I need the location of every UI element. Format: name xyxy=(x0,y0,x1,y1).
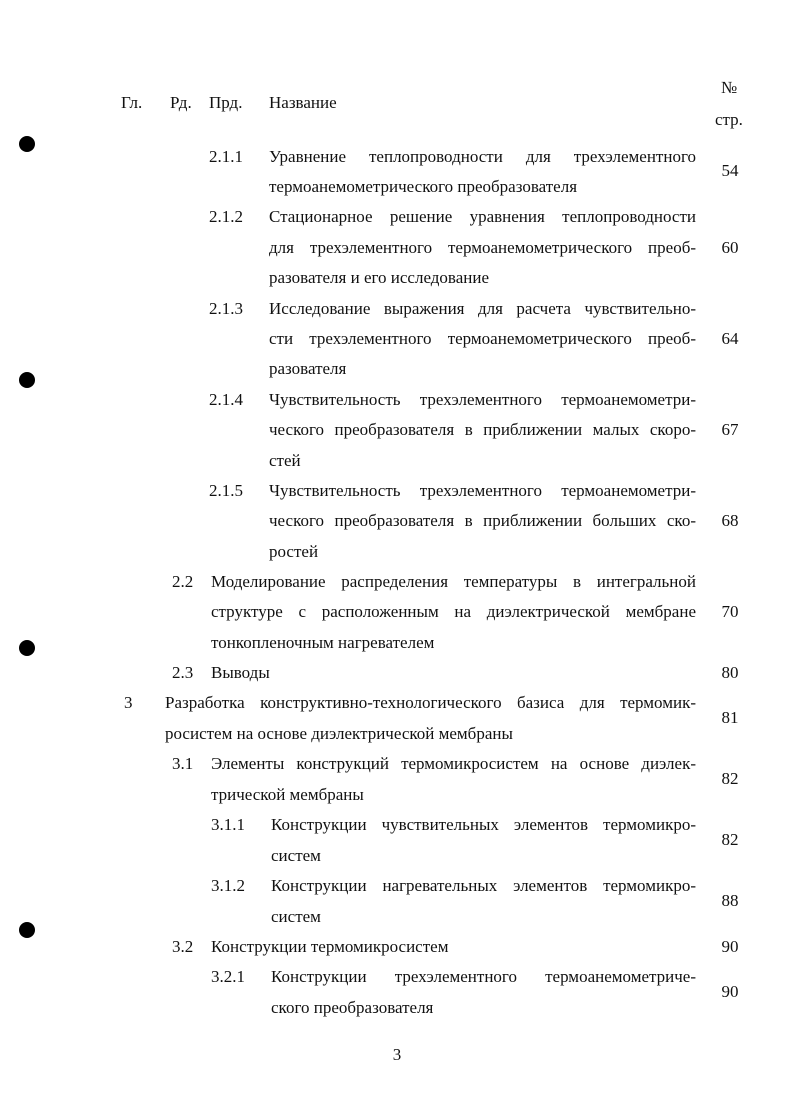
toc-entry-page: 88 xyxy=(721,891,739,910)
toc-entry-line: Элементы конструкций термомикросистем на основе диэлек- xyxy=(211,754,696,773)
toc-entry-line: тонкопленочным нагревателем xyxy=(211,633,435,652)
toc-entry-line: ского преобразователя xyxy=(271,998,434,1017)
binder-hole-1 xyxy=(19,136,35,152)
toc-entry-number: 3.1.1 xyxy=(211,815,245,834)
toc-entry-page: 80 xyxy=(721,663,739,682)
toc-entry-page: 64 xyxy=(721,329,739,348)
toc-entry-page: 90 xyxy=(721,982,739,1001)
toc-entry-page: 68 xyxy=(721,511,739,530)
toc-entry-line: разователя xyxy=(269,359,347,378)
toc-entry-line: Конструкции нагревательных элементов термомикро- xyxy=(271,876,696,895)
header-chapter: Гл. xyxy=(121,93,143,112)
toc-entry-number: 2.2 xyxy=(172,572,194,591)
toc-entry-page: 70 xyxy=(721,602,739,621)
toc-entry-line: термоанемометрического преобразователя xyxy=(269,177,578,196)
toc-entry-line: Конструкции термомикросистем xyxy=(211,937,449,956)
toc-entry-line: ческого преобразователя в приближении больших ско- xyxy=(269,511,696,530)
toc-entry-line: Конструкции трехэлементного термоанемометриче- xyxy=(271,967,696,986)
toc-entry-line: разователя и его исследование xyxy=(269,268,490,287)
toc-entry-line: Исследование выражения для расчета чувствительно- xyxy=(269,299,696,318)
toc-entry-number: 2.1.5 xyxy=(209,481,243,500)
toc-entry-line: Чувствительность трехэлементного термоанемометри- xyxy=(269,390,696,409)
toc-entry-number: 2.3 xyxy=(172,663,194,682)
toc-entry-page: 67 xyxy=(721,420,739,439)
toc-entry-number: 2.1.3 xyxy=(209,299,243,318)
header-page: стр. xyxy=(715,110,743,129)
toc-entry-line: систем xyxy=(271,907,321,926)
toc-entry-line: ростей xyxy=(269,542,319,561)
binder-hole-2 xyxy=(19,372,35,388)
toc-entry-line: Чувствительность трехэлементного термоанемометри- xyxy=(269,481,696,500)
toc-entry-line: структуре с расположенным на диэлектрической мембране xyxy=(211,602,696,621)
toc-entry-page: 81 xyxy=(721,708,739,727)
toc-entry-number: 3.1.2 xyxy=(211,876,245,895)
header-title: Название xyxy=(269,93,337,112)
toc-entry-number: 3.1 xyxy=(172,754,194,773)
toc-entry-line: Конструкции чувствительных элементов термомикро- xyxy=(271,815,696,834)
toc-entry-line: стей xyxy=(269,451,301,470)
toc-entry-line: для трехэлементного термоанемометрического преоб- xyxy=(269,238,696,257)
toc-entry-line: Уравнение теплопроводности для трехэлементного xyxy=(269,147,696,166)
toc-entry-page: 54 xyxy=(721,161,739,180)
toc-entry-number: 3.2 xyxy=(172,937,194,956)
toc-entry-line: Выводы xyxy=(211,663,270,682)
toc-entry-line: Моделирование распределения температуры в интегральной xyxy=(211,572,696,591)
toc-entry-page: 90 xyxy=(721,937,739,956)
toc-entry-line: Стационарное решение уравнения теплопроводности xyxy=(269,207,696,226)
toc-entry-line: Разработка конструктивно-технологического базиса для термомик- xyxy=(165,693,696,712)
toc-entry-number: 3 xyxy=(124,693,133,712)
toc-entry-line: ческого преобразователя в приближении малых скоро- xyxy=(269,420,696,439)
toc-entry-number: 2.1.4 xyxy=(209,390,243,409)
header-subsection: Прд. xyxy=(209,93,243,112)
toc-entry-line: систем xyxy=(271,846,321,865)
toc-entry-line: сти трехэлементного термоанемометрического преоб- xyxy=(269,329,696,348)
binder-hole-3 xyxy=(19,640,35,656)
toc-entry-number: 2.1.1 xyxy=(209,147,243,166)
binder-hole-4 xyxy=(19,922,35,938)
toc-entry-page: 82 xyxy=(721,769,739,788)
header-section: Рд. xyxy=(170,93,192,112)
header-page-no: № xyxy=(721,78,738,97)
toc-entry-number: 3.2.1 xyxy=(211,967,245,986)
toc-entry-number: 2.1.2 xyxy=(209,207,243,226)
toc-entry-page: 60 xyxy=(721,238,739,257)
toc-entry-line: трической мембраны xyxy=(211,785,364,804)
page-number: 3 xyxy=(392,1045,402,1064)
toc-entry-line: росистем на основе диэлектрической мембраны xyxy=(165,724,513,743)
toc-entry-page: 82 xyxy=(721,830,739,849)
